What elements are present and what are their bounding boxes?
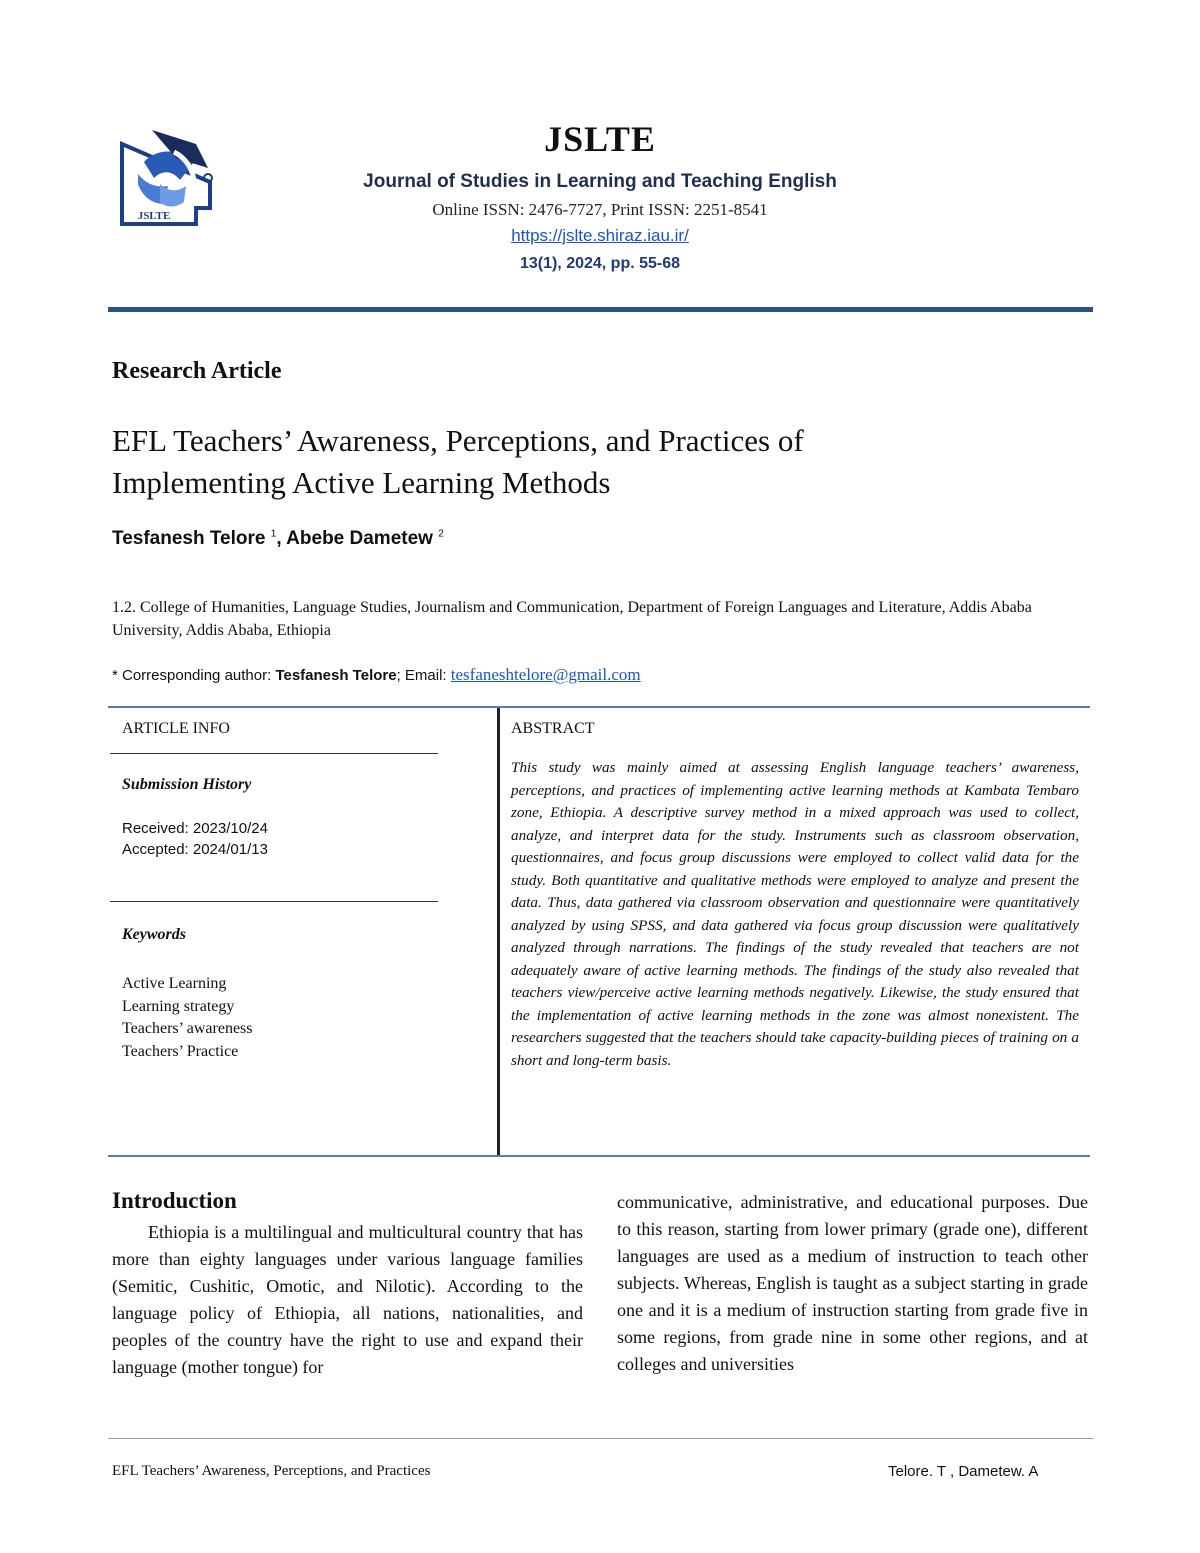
journal-name: Journal of Studies in Learning and Teaching English — [363, 171, 837, 192]
keywords-divider — [110, 901, 438, 902]
email-link[interactable]: tesfaneshtelore@gmail.com — [450, 665, 641, 684]
abstract-text: This study was mainly aimed at assessing English language teachers’ awareness, perceptions, and practices of implementing active learning methods at Kambata Tembaro zone, Ethiopia. A descriptive survey method in a mixed approach was used to collect, analyze, and interpret data for the study. Instruments such as classroom observation, questionnaires, and focus group discussions were employed to collect valid data for the study. Both quantitative and qualitative methods were employed to analyze and present the data. Thus, data gathered via classroom observation and questionnaire were quantitatively analyzed by using SPSS, and data gathered via focus group discussion were qualitatively analyzed through narrations. The findings of the study revealed that teachers are not adequately aware of active learning methods. The findings of the study also revealed that teachers view/perceive active learning methods negatively. Likewise, the study ensured that the implementation of active learning methods in the zone was almost nonexistent. The researchers suggested that the teachers should take capacity-building pieces of training on a short and long-term basis. — [511, 759, 1079, 1069]
journal-abbreviation: JSLTE — [544, 119, 656, 159]
author-separator: , — [276, 528, 287, 549]
introduction-heading: Introduction — [112, 1188, 237, 1213]
logo-graphic — [116, 122, 224, 230]
header-divider — [108, 307, 1093, 312]
corresponding-author — [112, 665, 641, 685]
introduction-right-column: communicative, administrative, and educational purposes. Due to this reason, starting from lower primary (grade one), different languages are used as a medium of instruction to teach other subjects. Whereas, English is taught as a subject starting in grade one and it is a medium of instruction starting from grade five in some regions, from grade nine in some other regions, and at colleges and universities — [617, 1192, 1088, 1374]
issn-line: Online ISSN: 2476-7727, Print ISSN: 2251-8541 — [432, 200, 768, 219]
volume-info: 13(1), 2024, pp. 55-68 — [519, 255, 681, 272]
keyword-item: Active Learning — [122, 975, 227, 992]
keyword-item: Teachers’ awareness — [122, 1020, 253, 1038]
article-title-line-1: EFL Teachers’ Awareness, Perceptions, and Practices of — [112, 423, 804, 458]
journal-logo — [116, 122, 224, 230]
abstract-heading: ABSTRACT — [511, 720, 595, 737]
info-box-top-border — [108, 706, 1090, 708]
author-name-2: Abebe Dametew — [286, 528, 433, 549]
author-name-1: Tesfanesh Telore — [112, 528, 266, 549]
footer-running-title: EFL Teachers’ Awareness, Perceptions, and Practices — [112, 1463, 431, 1479]
corresponding-label: * Corresponding author: — [112, 667, 272, 684]
received-date: Received: 2023/10/24 — [122, 820, 268, 837]
corresponding-name: Tesfanesh Telore — [275, 667, 397, 684]
logo-text: JSLTE — [137, 210, 171, 222]
email-label: ; Email: — [396, 667, 447, 684]
keywords-label: Keywords — [122, 926, 186, 943]
article-type: Research Article — [112, 358, 282, 384]
submission-history-label: Submission History — [122, 776, 252, 793]
keywords-list — [122, 973, 253, 1063]
article-info-divider — [110, 753, 438, 754]
info-box-column-divider — [497, 708, 500, 1156]
author-affiliation-1: 1 — [270, 528, 277, 540]
authors — [112, 528, 444, 550]
footer-authors: Telore. T , Dametew. A — [888, 1463, 1039, 1480]
author-affiliation-2: 2 — [438, 528, 444, 540]
article-info-heading: ARTICLE INFO — [122, 720, 230, 737]
affiliation: 1.2. College of Humanities, Language Studies, Journalism and Communication, Department of Foreign Languages and Literature, Addis Ababa University, Addis Ababa, Ethiopia — [112, 599, 1032, 639]
keyword-item: Teachers’ Practice — [122, 1042, 239, 1060]
accepted-date: Accepted: 2024/01/13 — [122, 841, 268, 858]
introduction-left-column: Ethiopia is a multilingual and multicultural country that has more than eighty languages under various language families (Semitic, Cushitic, Omotic, and Nilotic). According to the language policy of Ethiopia, all nations, nationalities, and peoples of the country have the right to use and expand their language (mother tongue) for — [112, 1222, 583, 1377]
journal-url-link[interactable]: https://jslte.shiraz.iau.ir/ — [511, 226, 689, 245]
article-title — [112, 420, 1012, 504]
info-box-bottom-border — [108, 1155, 1090, 1157]
journal-url — [300, 226, 900, 246]
article-title-line-2: Implementing Active Learning Methods — [112, 465, 611, 500]
keyword-item: Learning strategy — [122, 997, 235, 1015]
footer-divider — [108, 1438, 1093, 1439]
